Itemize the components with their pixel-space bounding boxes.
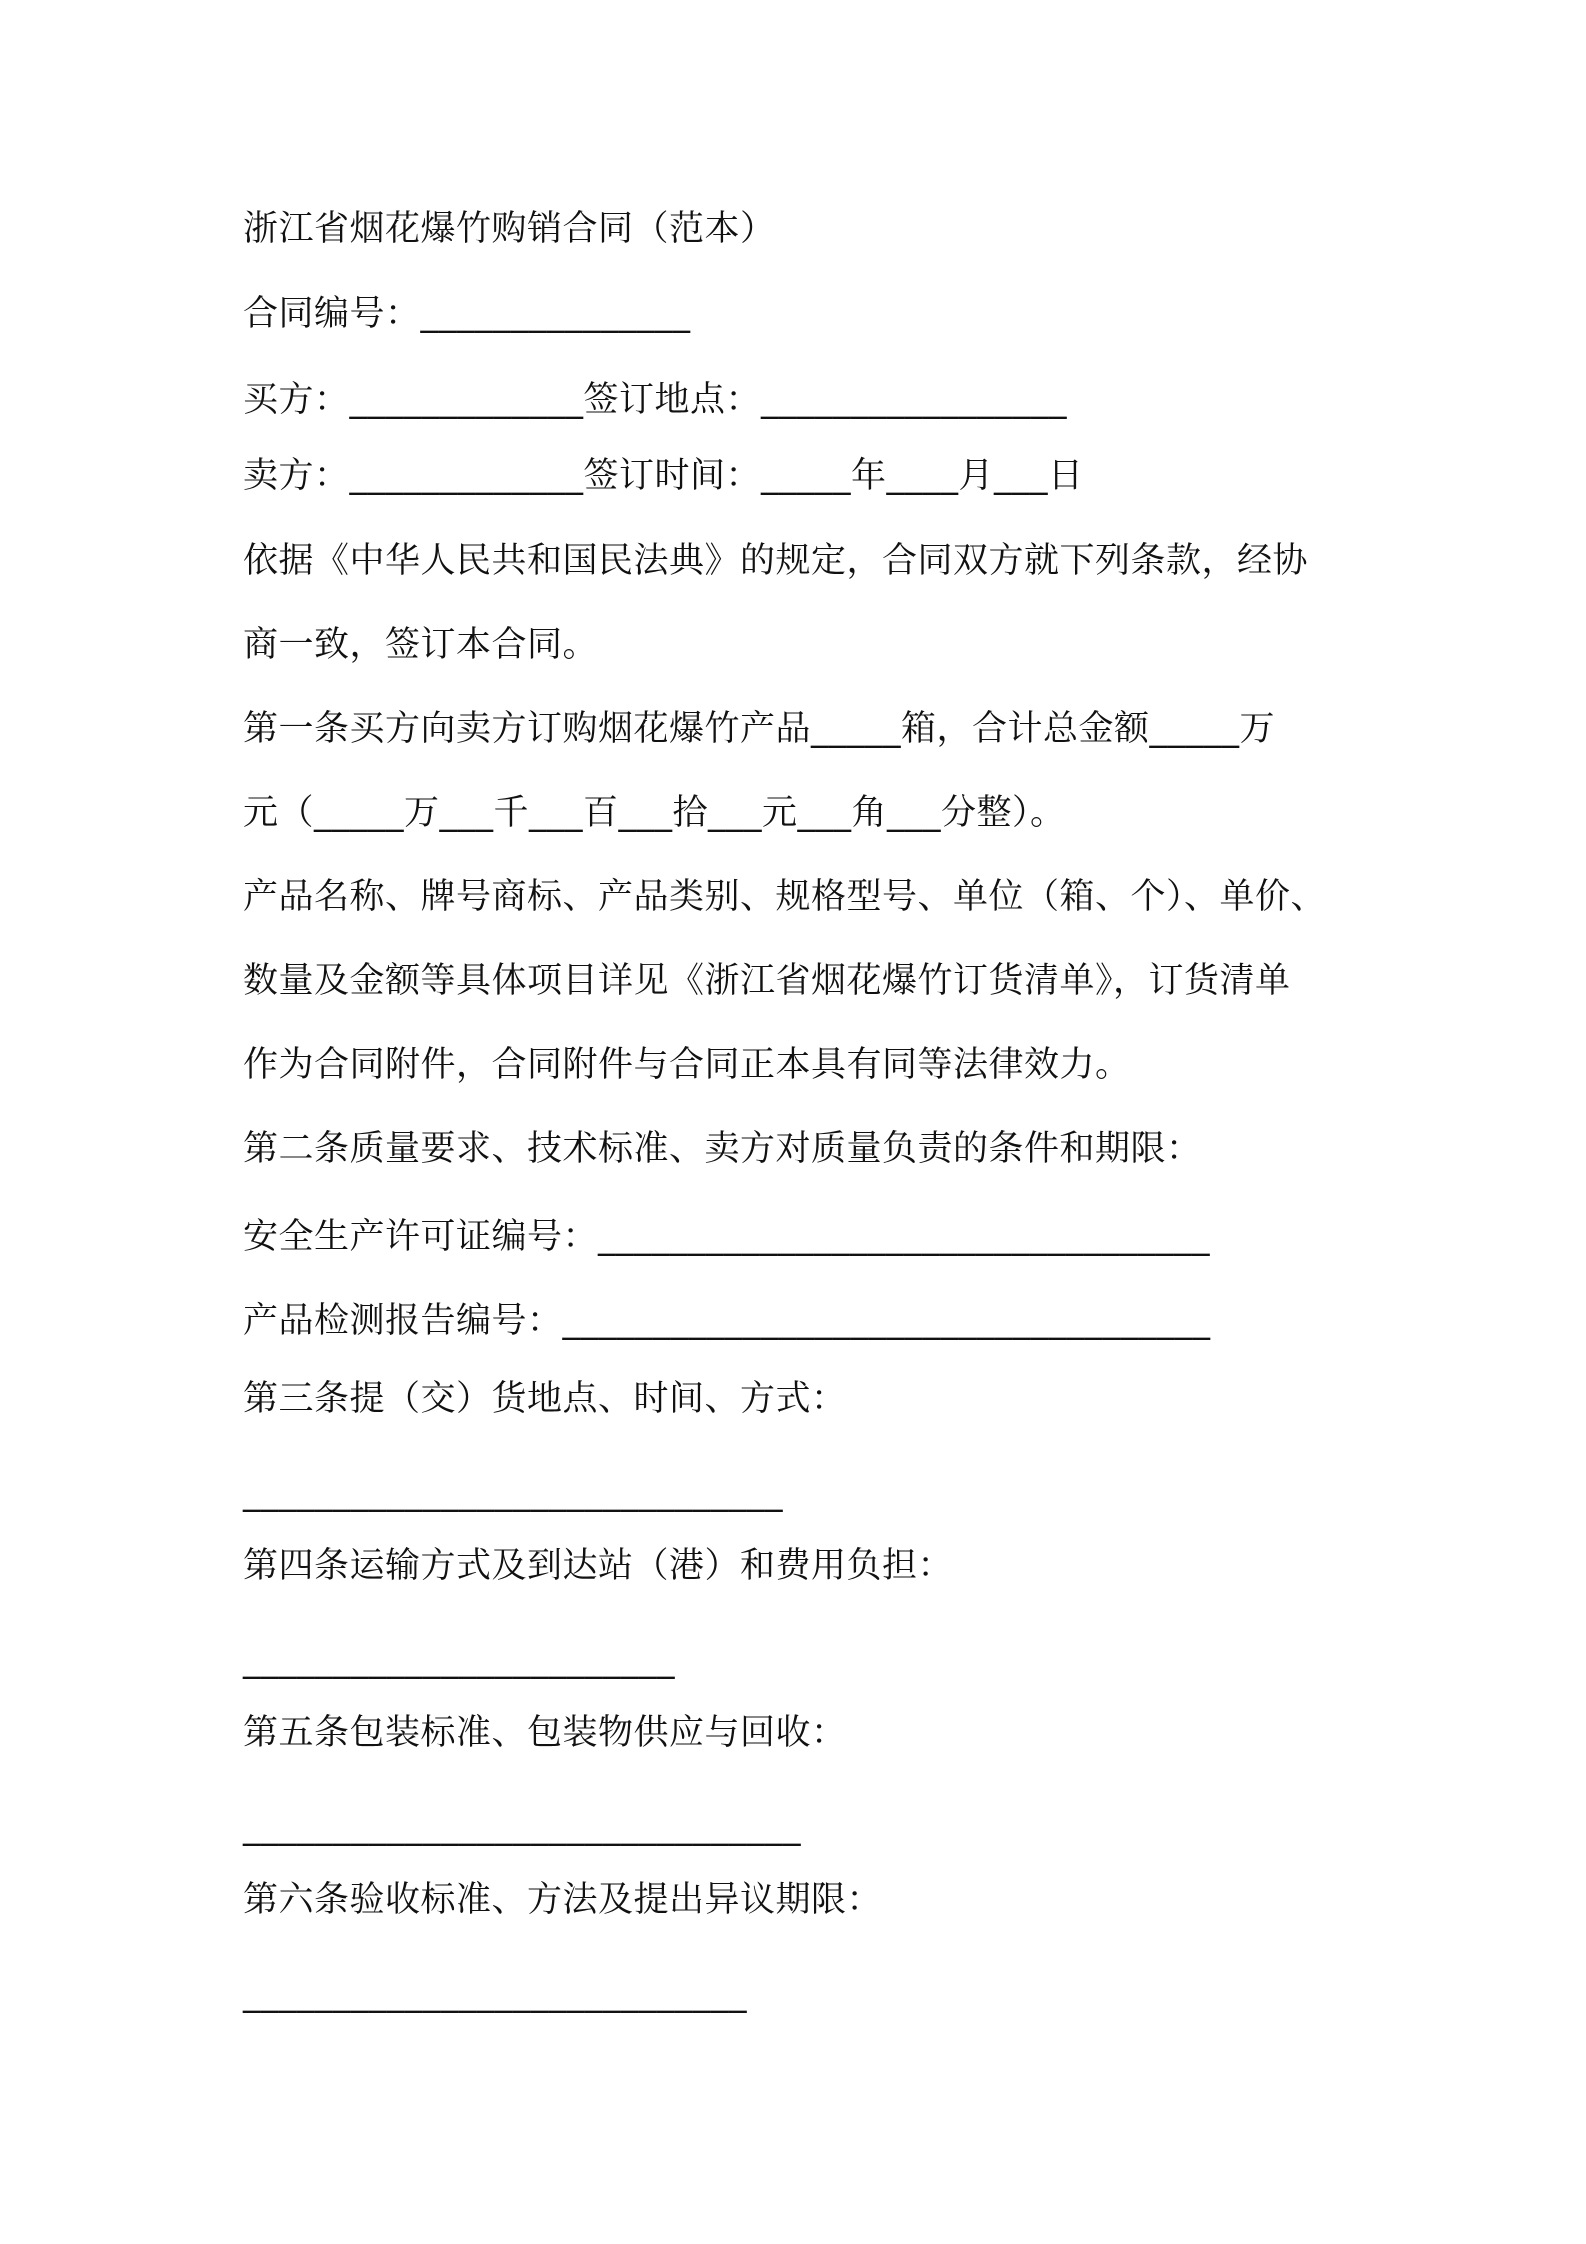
buyer-line: 买方：_____________签订地点：_________________ [243,380,1068,420]
article-2-heading: 第二条质量要求、技术标准、卖方对质量负责的条件和期限： [243,1129,1202,1169]
product-details-line-2: 数量及金额等具体项目详见《浙江省烟花爆竹订货清单》，订货清单 [243,961,1291,1001]
article-5-blank: _______________________________ [243,1807,801,1847]
preamble-line-2: 商一致，签订本合同。 [243,625,599,665]
article-6-heading: 第六条验收标准、方法及提出异议期限： [243,1880,883,1920]
article-4-blank: ________________________ [243,1640,675,1680]
preamble-line-1: 依据《中华人民共和国民法典》的规定，合同双方就下列条款，经协 [243,541,1309,581]
seller-line: 卖方：_____________签订时间：_____年____月___日 [243,456,1084,496]
article-5-heading: 第五条包装标准、包装物供应与回收： [243,1713,847,1753]
article-4-heading: 第四条运输方式及到达站（港）和费用负担： [243,1546,954,1586]
contract-title: 浙江省烟花爆竹购销合同（范本） [243,209,776,249]
article-1-line-1: 第一条买方向卖方订购烟花爆竹产品_____箱，合计总金额_____万 [243,709,1276,749]
test-report-line: 产品检测报告编号：____________________________________ [243,1301,1211,1341]
product-details-line-1: 产品名称、牌号商标、产品类别、规格型号、单位（箱、个）、单价、 [243,877,1327,917]
article-3-blank: ______________________________ [243,1473,783,1513]
article-1-line-2: 元（_____万___千___百___拾___元___角___分整）。 [243,793,1066,833]
article-3-heading: 第三条提（交）货地点、时间、方式： [243,1379,847,1419]
product-details-line-3: 作为合同附件，合同附件与合同正本具有同等法律效力。 [243,1045,1131,1085]
article-6-blank: ____________________________ [243,1974,747,2014]
safety-license-line: 安全生产许可证编号：__________________________________ [243,1217,1211,1257]
contract-number-line: 合同编号：_______________ [243,294,691,334]
